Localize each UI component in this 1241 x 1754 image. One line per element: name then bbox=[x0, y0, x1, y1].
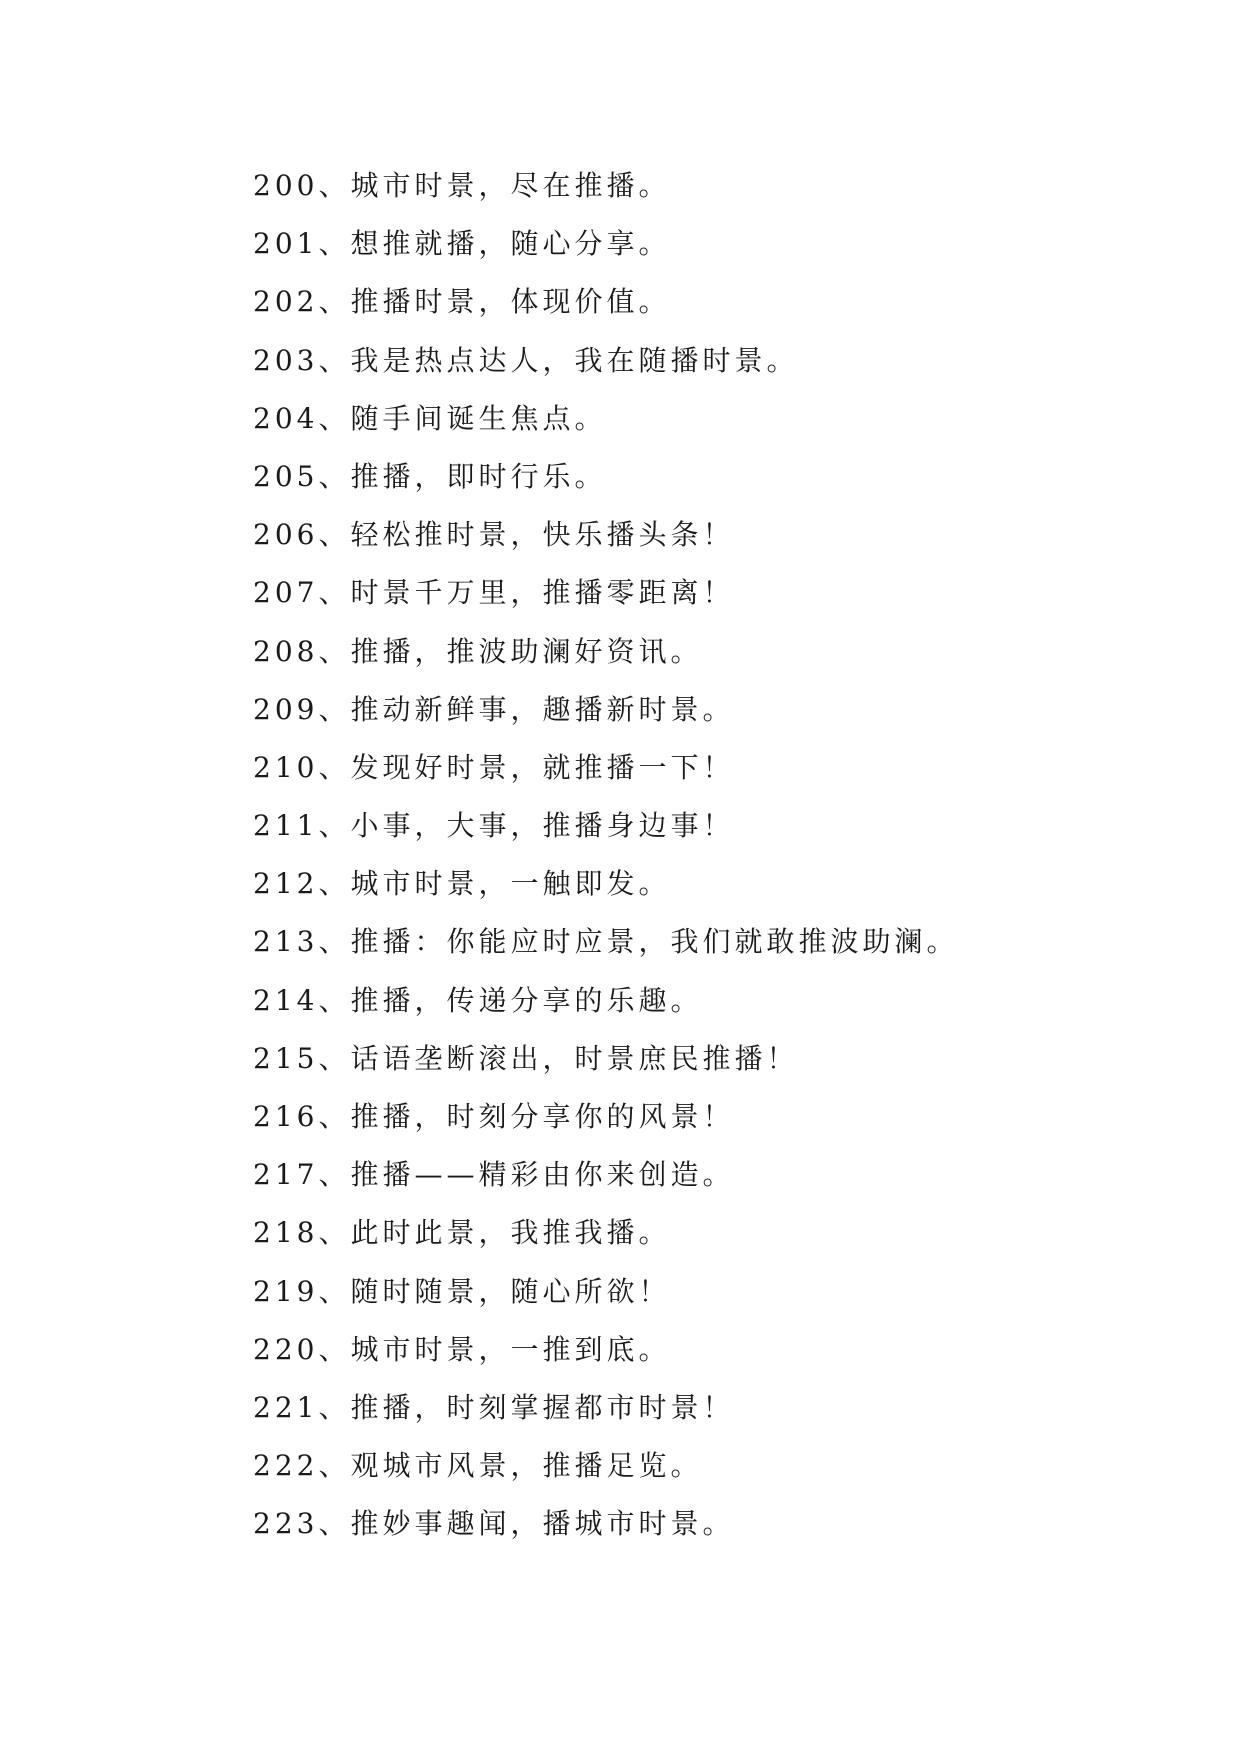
slogan-item-211: 211、小事，大事，推播身边事！ bbox=[253, 809, 735, 843]
slogan-list bbox=[253, 157, 958, 1554]
slogan-item-210: 210、发现好时景，就推播一下！ bbox=[253, 750, 735, 784]
slogan-item-207: 207、时景千万里，推播零距离！ bbox=[253, 576, 735, 610]
slogan-item-206: 206、轻松推时景，快乐播头条！ bbox=[253, 518, 735, 552]
slogan-item-209: 209、推动新鲜事，趣播新时景。 bbox=[253, 692, 735, 726]
slogan-item-218: 218、此时此景，我推我播。 bbox=[253, 1216, 671, 1250]
slogan-item-208: 208、推播，推波助澜好资讯。 bbox=[253, 634, 703, 668]
slogan-item-220: 220、城市时景，一推到底。 bbox=[253, 1332, 671, 1366]
slogan-item-200: 200、城市时景，尽在推播。 bbox=[253, 169, 671, 202]
slogan-item-201: 201、想推就播，随心分享。 bbox=[253, 227, 671, 261]
slogan-item-216: 216、推播，时刻分享你的风景！ bbox=[253, 1100, 735, 1133]
slogan-item-204: 204、随手间诞生焦点。 bbox=[253, 401, 607, 435]
slogan-item-223: 223、推妙事趣闻，播城市时景。 bbox=[253, 1507, 735, 1541]
slogan-item-214: 214、推播，传递分享的乐趣。 bbox=[253, 983, 703, 1017]
slogan-item-205: 205、推播，即时行乐。 bbox=[253, 459, 607, 493]
slogan-item-213: 213、推播：你能应时应景，我们就敢推波助澜。 bbox=[253, 925, 959, 959]
slogan-item-217: 217、推播——精彩由你来创造。 bbox=[253, 1158, 735, 1192]
slogan-item-219: 219、随时随景，随心所欲！ bbox=[253, 1274, 671, 1308]
slogan-item-215: 215、话语垄断滚出，时景庶民推播！ bbox=[253, 1041, 799, 1075]
slogan-item-203: 203、我是热点达人，我在随播时景。 bbox=[253, 343, 799, 377]
slogan-item-212: 212、城市时景，一触即发。 bbox=[253, 867, 671, 901]
slogan-item-202: 202、推播时景，体现价值。 bbox=[253, 285, 671, 319]
slogan-item-222: 222、观城市风景，推播足览。 bbox=[253, 1449, 703, 1483]
slogan-item-221: 221、推播，时刻掌握都市时景！ bbox=[253, 1390, 735, 1424]
